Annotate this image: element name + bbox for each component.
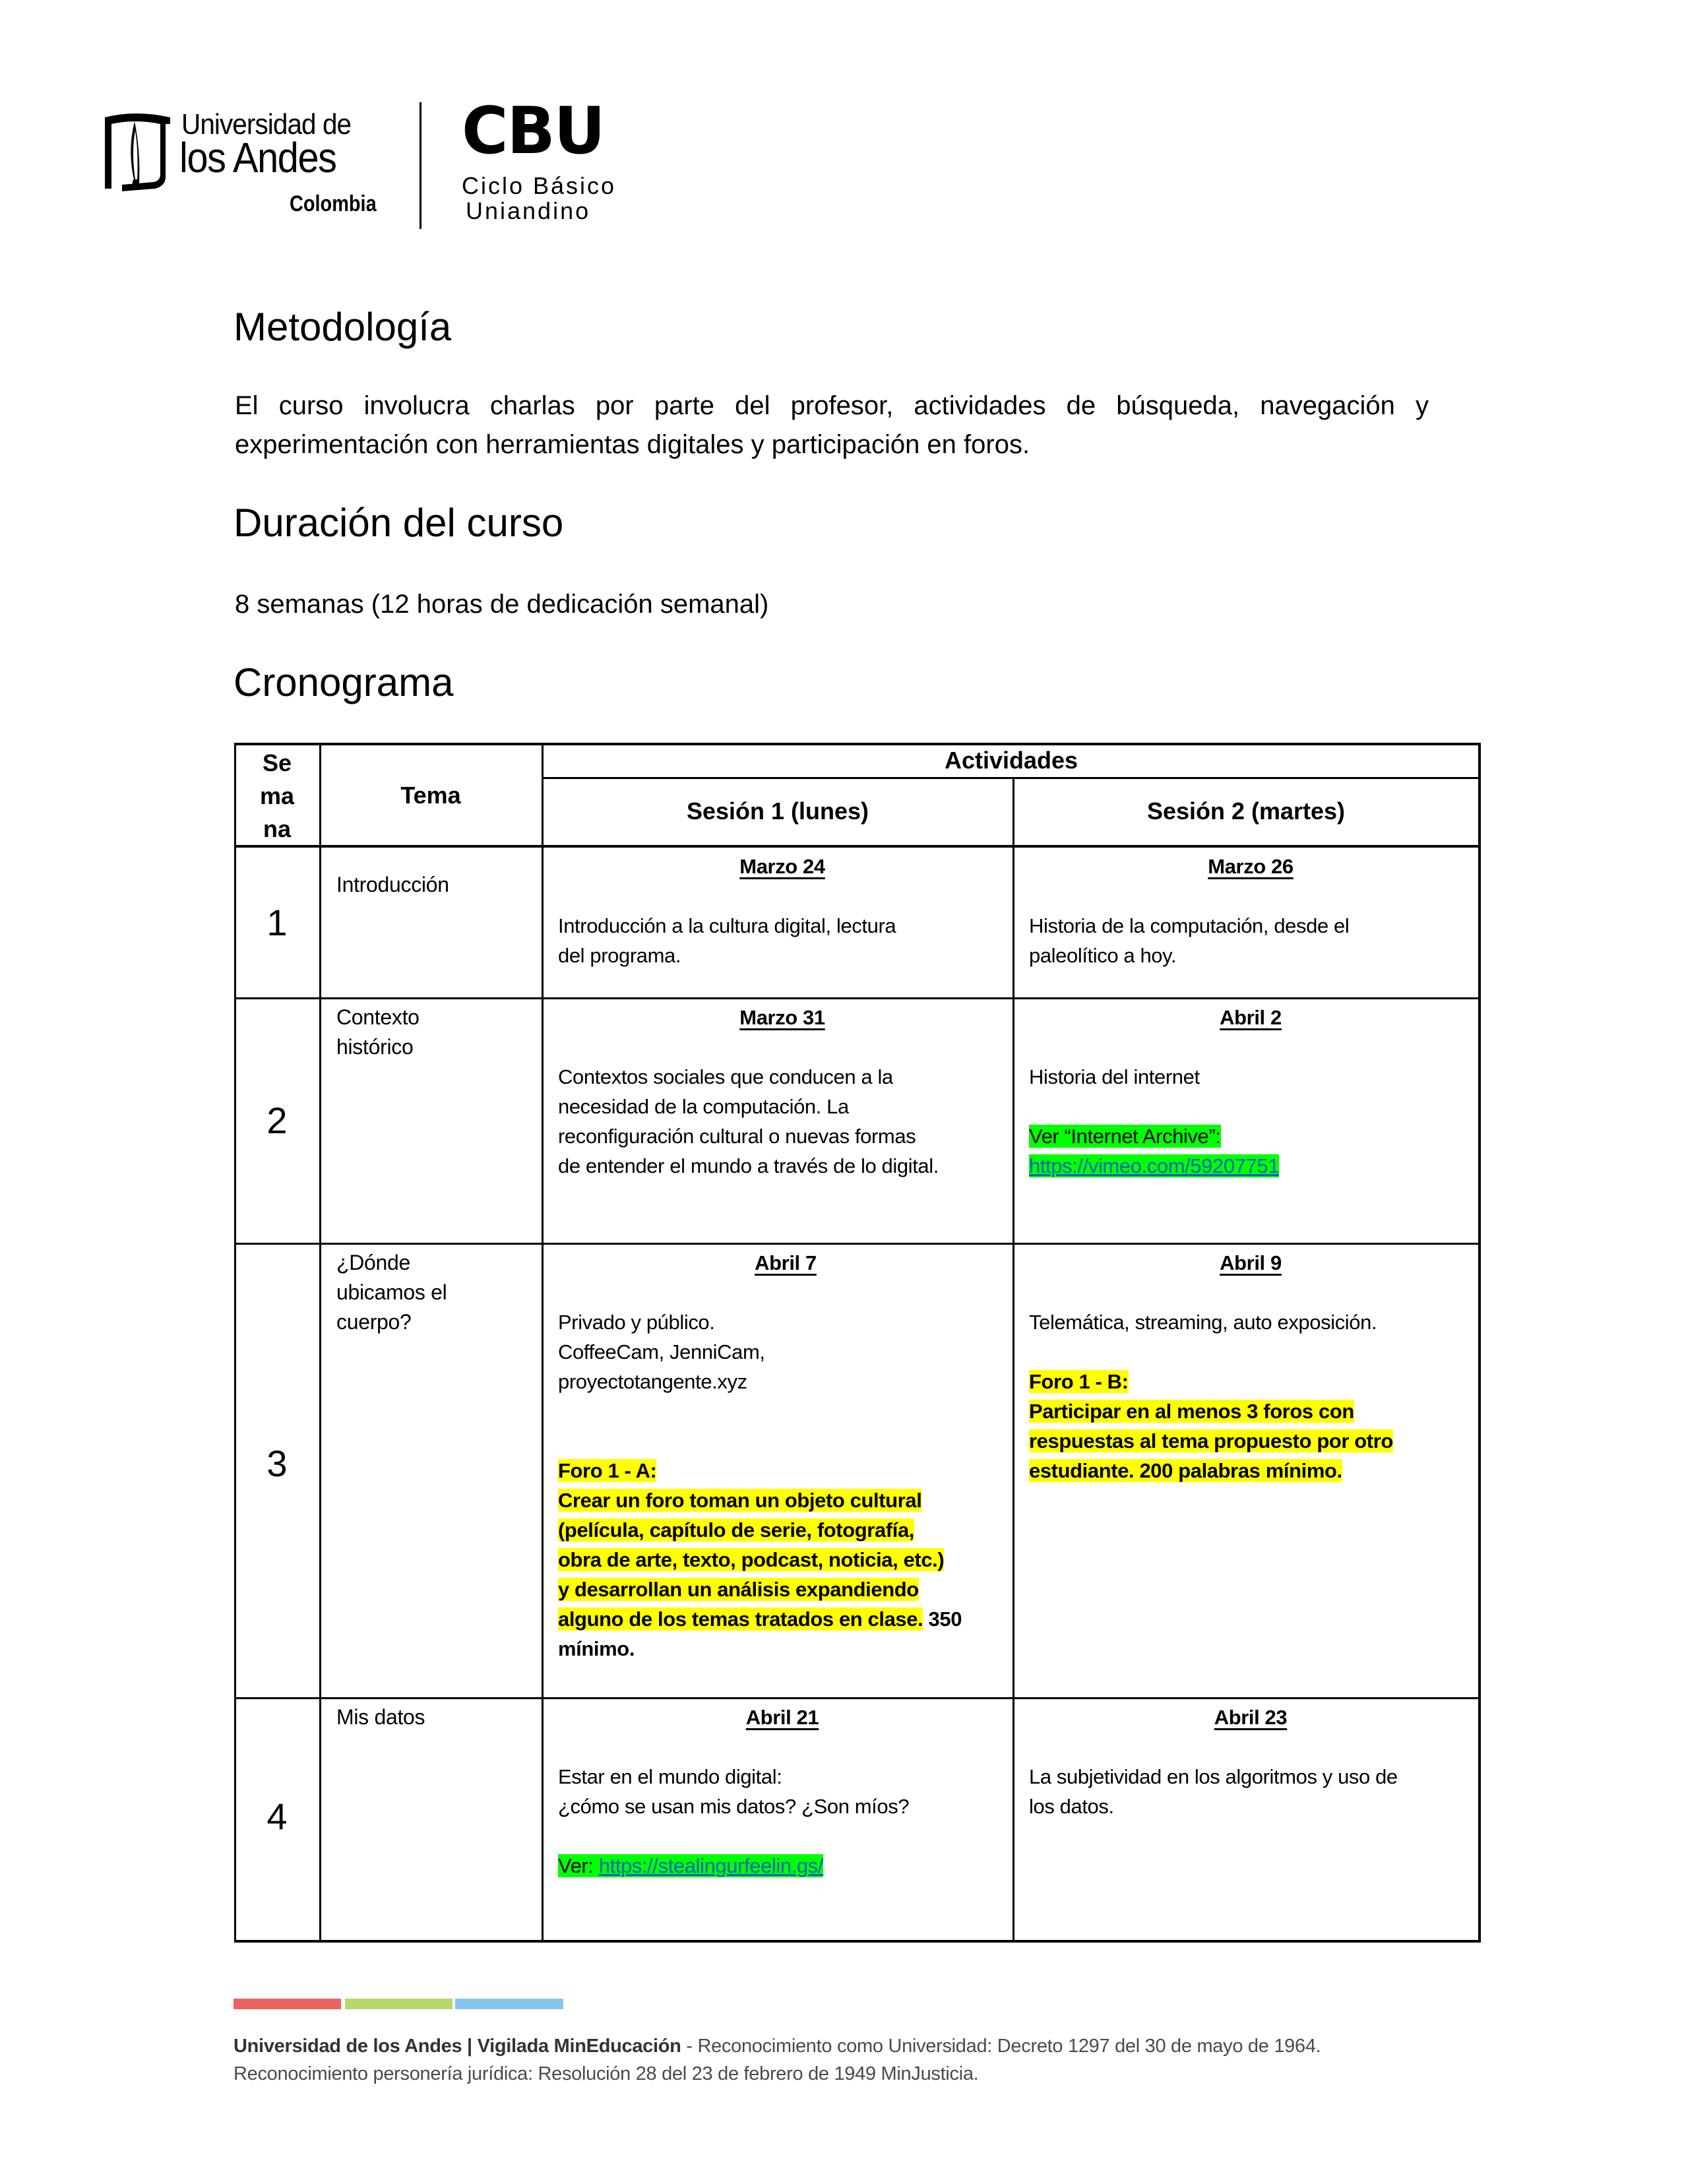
metodologia-paragraph xyxy=(235,387,1429,464)
vimeo-link[interactable]: https://vimeo.com/59207751 xyxy=(1029,1154,1280,1177)
foro-text-line: obra de arte, texto, podcast, noticia, etc.) xyxy=(558,1548,945,1571)
session-text-line: ¿cómo se usan mis datos? ¿Son míos? xyxy=(558,1795,910,1818)
row-tema xyxy=(336,1702,425,1732)
foro-text-line: alguno de los temas tratados en clase. xyxy=(558,1607,923,1631)
spacer xyxy=(558,881,1007,911)
spacer xyxy=(1029,881,1472,911)
session-date: Marzo 24 xyxy=(739,855,825,878)
header-tema: Tema xyxy=(400,782,461,809)
table-col-divider xyxy=(542,743,544,1943)
session-text-line: reconfiguración cultural o nuevas formas xyxy=(558,1125,916,1148)
footer-color-bar-red xyxy=(234,1999,341,2009)
week-number: 2 xyxy=(266,1100,288,1141)
spacer xyxy=(1029,1032,1472,1062)
stealingurfeelings-link[interactable]: https://stealingurfeelin.gs/ xyxy=(598,1854,824,1877)
cbu-logo xyxy=(462,94,617,231)
spacer xyxy=(1029,1092,1472,1121)
spacer xyxy=(1029,1732,1472,1762)
foro-title: Foro 1 - B: xyxy=(1029,1370,1129,1393)
session-text-line: Telemática, streaming, auto exposición. xyxy=(1029,1311,1377,1334)
table-border-right xyxy=(1478,743,1481,1943)
session-text-line: del programa. xyxy=(558,944,681,967)
row-1-session-1 xyxy=(558,852,1007,970)
footer-institution: Universidad de los Andes | Vigilada MinEducación xyxy=(234,2036,681,2057)
table-row-divider xyxy=(234,997,1481,999)
foro-text-line: Crear un foro toman un objeto cultural xyxy=(558,1489,922,1512)
spacer xyxy=(558,1821,1007,1851)
spacer xyxy=(1029,1337,1472,1367)
footer-line1 xyxy=(234,2036,1321,2057)
row-4-session-1 xyxy=(558,1702,1007,1881)
footer-line2: Reconocimiento personería jurídica: Resolución 28 del 23 de febrero de 1949 MinJusticia. xyxy=(234,2063,979,2084)
cbu-text-line1: Ciclo Básico xyxy=(462,172,617,199)
session-date: Marzo 31 xyxy=(739,1006,825,1029)
header-sesion-2: Sesión 2 (martes) xyxy=(1146,797,1346,825)
row-tema xyxy=(336,1248,447,1337)
table-row-divider xyxy=(234,1697,1481,1699)
foro-text-end: mínimo. xyxy=(558,1637,635,1660)
header-semana-part: ma xyxy=(259,782,295,809)
foro-text-line: estudiante. 200 palabras mínimo. xyxy=(1029,1459,1342,1482)
foro-word-count: 350 xyxy=(923,1607,962,1631)
session-text-line: Estar en el mundo digital: xyxy=(558,1765,782,1788)
spacer xyxy=(558,1396,1013,1426)
row-2-session-2 xyxy=(1029,1003,1472,1181)
cbu-text-line2: Uniandino xyxy=(466,197,591,224)
row-tema xyxy=(336,1003,420,1062)
session-text-line: La subjetividad en los algoritmos y uso de xyxy=(1029,1765,1398,1788)
week-number: 1 xyxy=(266,902,288,943)
session-date: Abril 21 xyxy=(745,1706,819,1729)
table-header-bottom xyxy=(234,845,1481,848)
session-text-line: Contextos sociales que conducen a la xyxy=(558,1065,893,1088)
spacer xyxy=(558,1426,1013,1456)
session-text-line: Privado y público. xyxy=(558,1311,715,1334)
week-number: 4 xyxy=(266,1795,288,1837)
spacer xyxy=(1029,1278,1472,1307)
header-actividades: Actividades xyxy=(944,747,1078,774)
foro-text-line: Participar en al menos 3 foros con xyxy=(1029,1400,1354,1423)
tema-line: ubicamos el xyxy=(336,1280,447,1304)
spacer xyxy=(558,1032,1007,1062)
row-4-session-2 xyxy=(1029,1702,1472,1821)
see-label: Ver: xyxy=(558,1854,599,1877)
foro-text-line: respuestas al tema propuesto por otro xyxy=(1029,1429,1393,1452)
session-text-line: paleolítico a hoy. xyxy=(1029,944,1177,967)
logo-text-line2: los Andes xyxy=(179,134,336,181)
shield-icon xyxy=(102,111,173,191)
foro-text-line: (película, capítulo de serie, fotografía, xyxy=(558,1518,914,1542)
section-title-duracion: Duración del curso xyxy=(234,501,564,545)
session-date: Abril 9 xyxy=(1220,1251,1282,1274)
see-label: Ver “Internet Archive”: xyxy=(1029,1125,1221,1148)
session-text-line: necesidad de la computación. La xyxy=(558,1095,849,1118)
section-title-metodologia: Metodología xyxy=(234,305,452,349)
foro-title: Foro 1 - A: xyxy=(558,1459,657,1482)
session-date: Abril 23 xyxy=(1214,1706,1288,1729)
universidad-de-los-andes-logo xyxy=(99,106,389,224)
session-date: Abril 7 xyxy=(755,1251,817,1274)
session-text-line: de entender el mundo a través de lo digital. xyxy=(558,1154,939,1177)
session-text-line: Historia de la computación, desde el xyxy=(1029,914,1350,937)
row-3-session-1 xyxy=(558,1248,1013,1664)
table-border-bottom xyxy=(234,1940,1481,1943)
session-text-line: los datos. xyxy=(1029,1795,1114,1818)
header-semana-part: na xyxy=(263,815,291,842)
session-text-line: CoffeeCam, JenniCam, xyxy=(558,1340,765,1363)
logo-text-line3: Colombia xyxy=(290,191,377,216)
header-semana xyxy=(234,747,320,846)
metodologia-line2: experimentación con herramientas digitales y participación en foros. xyxy=(235,430,1030,459)
cronograma-table xyxy=(234,743,1481,1943)
session-text-line: Introducción a la cultura digital, lectura xyxy=(558,914,896,937)
logo-text-line1: Universidad de xyxy=(181,108,352,140)
foro-text-line: y desarrollan un análisis expandiendo xyxy=(558,1578,919,1601)
tema-line: Contexto xyxy=(336,1005,420,1029)
table-row-divider xyxy=(234,1243,1481,1245)
header-semana-part: Se xyxy=(262,749,292,776)
duracion-text: 8 semanas (12 horas de dedicación semanal) xyxy=(235,590,769,619)
spacer xyxy=(558,1732,1007,1762)
session-text-line: proyectotangente.xyz xyxy=(558,1370,747,1393)
session-date: Marzo 26 xyxy=(1208,855,1293,878)
footer-color-bar-green xyxy=(345,1999,452,2009)
session-text-line: Historia del internet xyxy=(1029,1065,1200,1088)
tema-line: Mis datos xyxy=(336,1705,425,1729)
tema-line: Introducción xyxy=(336,873,449,896)
row-3-session-2 xyxy=(1029,1248,1472,1485)
cbu-mark: CBU xyxy=(462,94,604,169)
logo-divider xyxy=(420,102,421,229)
metodologia-line1: El curso involucra charlas por parte del profesor, actividades de búsqueda, navegación y xyxy=(235,391,1429,420)
table-header-divider xyxy=(542,777,1481,779)
spacer xyxy=(558,1278,1013,1307)
section-title-cronograma: Cronograma xyxy=(234,660,454,704)
week-number: 3 xyxy=(266,1443,288,1484)
tema-line: ¿Dónde xyxy=(336,1251,411,1274)
tema-line: cuerpo? xyxy=(336,1310,412,1334)
footer-color-bar-blue xyxy=(455,1999,563,2009)
row-1-session-2 xyxy=(1029,852,1472,970)
footer-recognition: - Reconocimiento como Universidad: Decreto 1297 del 30 de mayo de 1964. xyxy=(681,2036,1321,2057)
session-date: Abril 2 xyxy=(1220,1006,1282,1029)
row-tema xyxy=(336,870,449,900)
tema-line: histórico xyxy=(336,1035,414,1059)
row-2-session-1 xyxy=(558,1003,1007,1181)
header-sesion-1: Sesión 1 (lunes) xyxy=(686,797,869,825)
